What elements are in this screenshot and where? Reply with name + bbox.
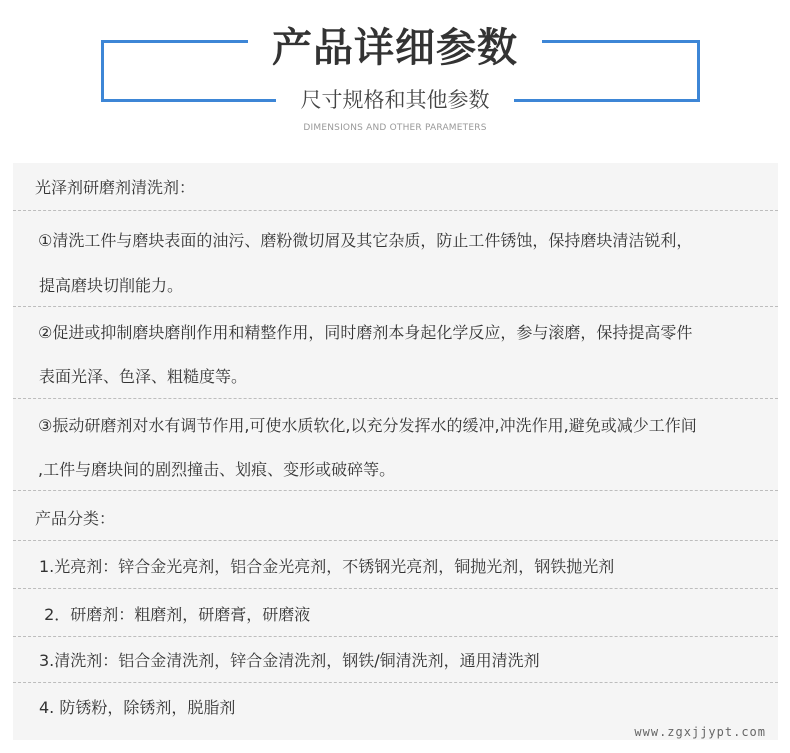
list-item: 2．研磨剂：粗磨剂，研磨膏，研磨液 bbox=[13, 591, 778, 637]
list-item: 1.光亮剂：锌合金光亮剂，铝合金光亮剂，不锈钢光亮剂，铜抛光剂，钢铁抛光剂 bbox=[13, 543, 778, 589]
list-item: ③振动研磨剂对水有调节作用,可使水质软化,以充分发挥水的缓冲,冲洗作用,避免或减少工作间 bbox=[38, 415, 697, 435]
section-heading-agents: 光泽剂研磨剂清洗剂： bbox=[13, 163, 778, 211]
list-item: ②促进或抑制磨块磨削作用和精整作用，同时磨剂本身起化学反应，参与滚磨，保持提高零件 bbox=[38, 322, 693, 342]
content-panel bbox=[13, 163, 778, 740]
watermark: www.zgxjjypt.com bbox=[634, 725, 766, 739]
page-subtitle: 尺寸规格和其他参数 bbox=[276, 84, 514, 116]
section-heading-categories: 产品分类： bbox=[13, 495, 778, 541]
english-subtitle: DIMENSIONS AND OTHER PARAMETERS bbox=[303, 123, 487, 133]
list-item: ,工件与磨块间的剧烈撞击、划痕、变形或破碎等。 bbox=[13, 447, 778, 491]
list-item: ①清洗工件与磨块表面的油污、磨粉微切屑及其它杂质，防止工件锈蚀，保持磨块清洁锐利， bbox=[38, 230, 693, 250]
header bbox=[0, 0, 790, 150]
list-item: 表面光泽、色泽、粗糙度等。 bbox=[13, 353, 778, 399]
list-item: 提高磨块切削能力。 bbox=[13, 263, 778, 307]
list-item: 4. 防锈粉，除锈剂，脱脂剂 bbox=[39, 697, 236, 717]
page-title: 产品详细参数 bbox=[248, 18, 542, 78]
list-item: 3.清洗剂：铝合金清洗剂，锌合金清洗剂，钢铁/铜清洗剂，通用清洗剂 bbox=[13, 637, 778, 683]
